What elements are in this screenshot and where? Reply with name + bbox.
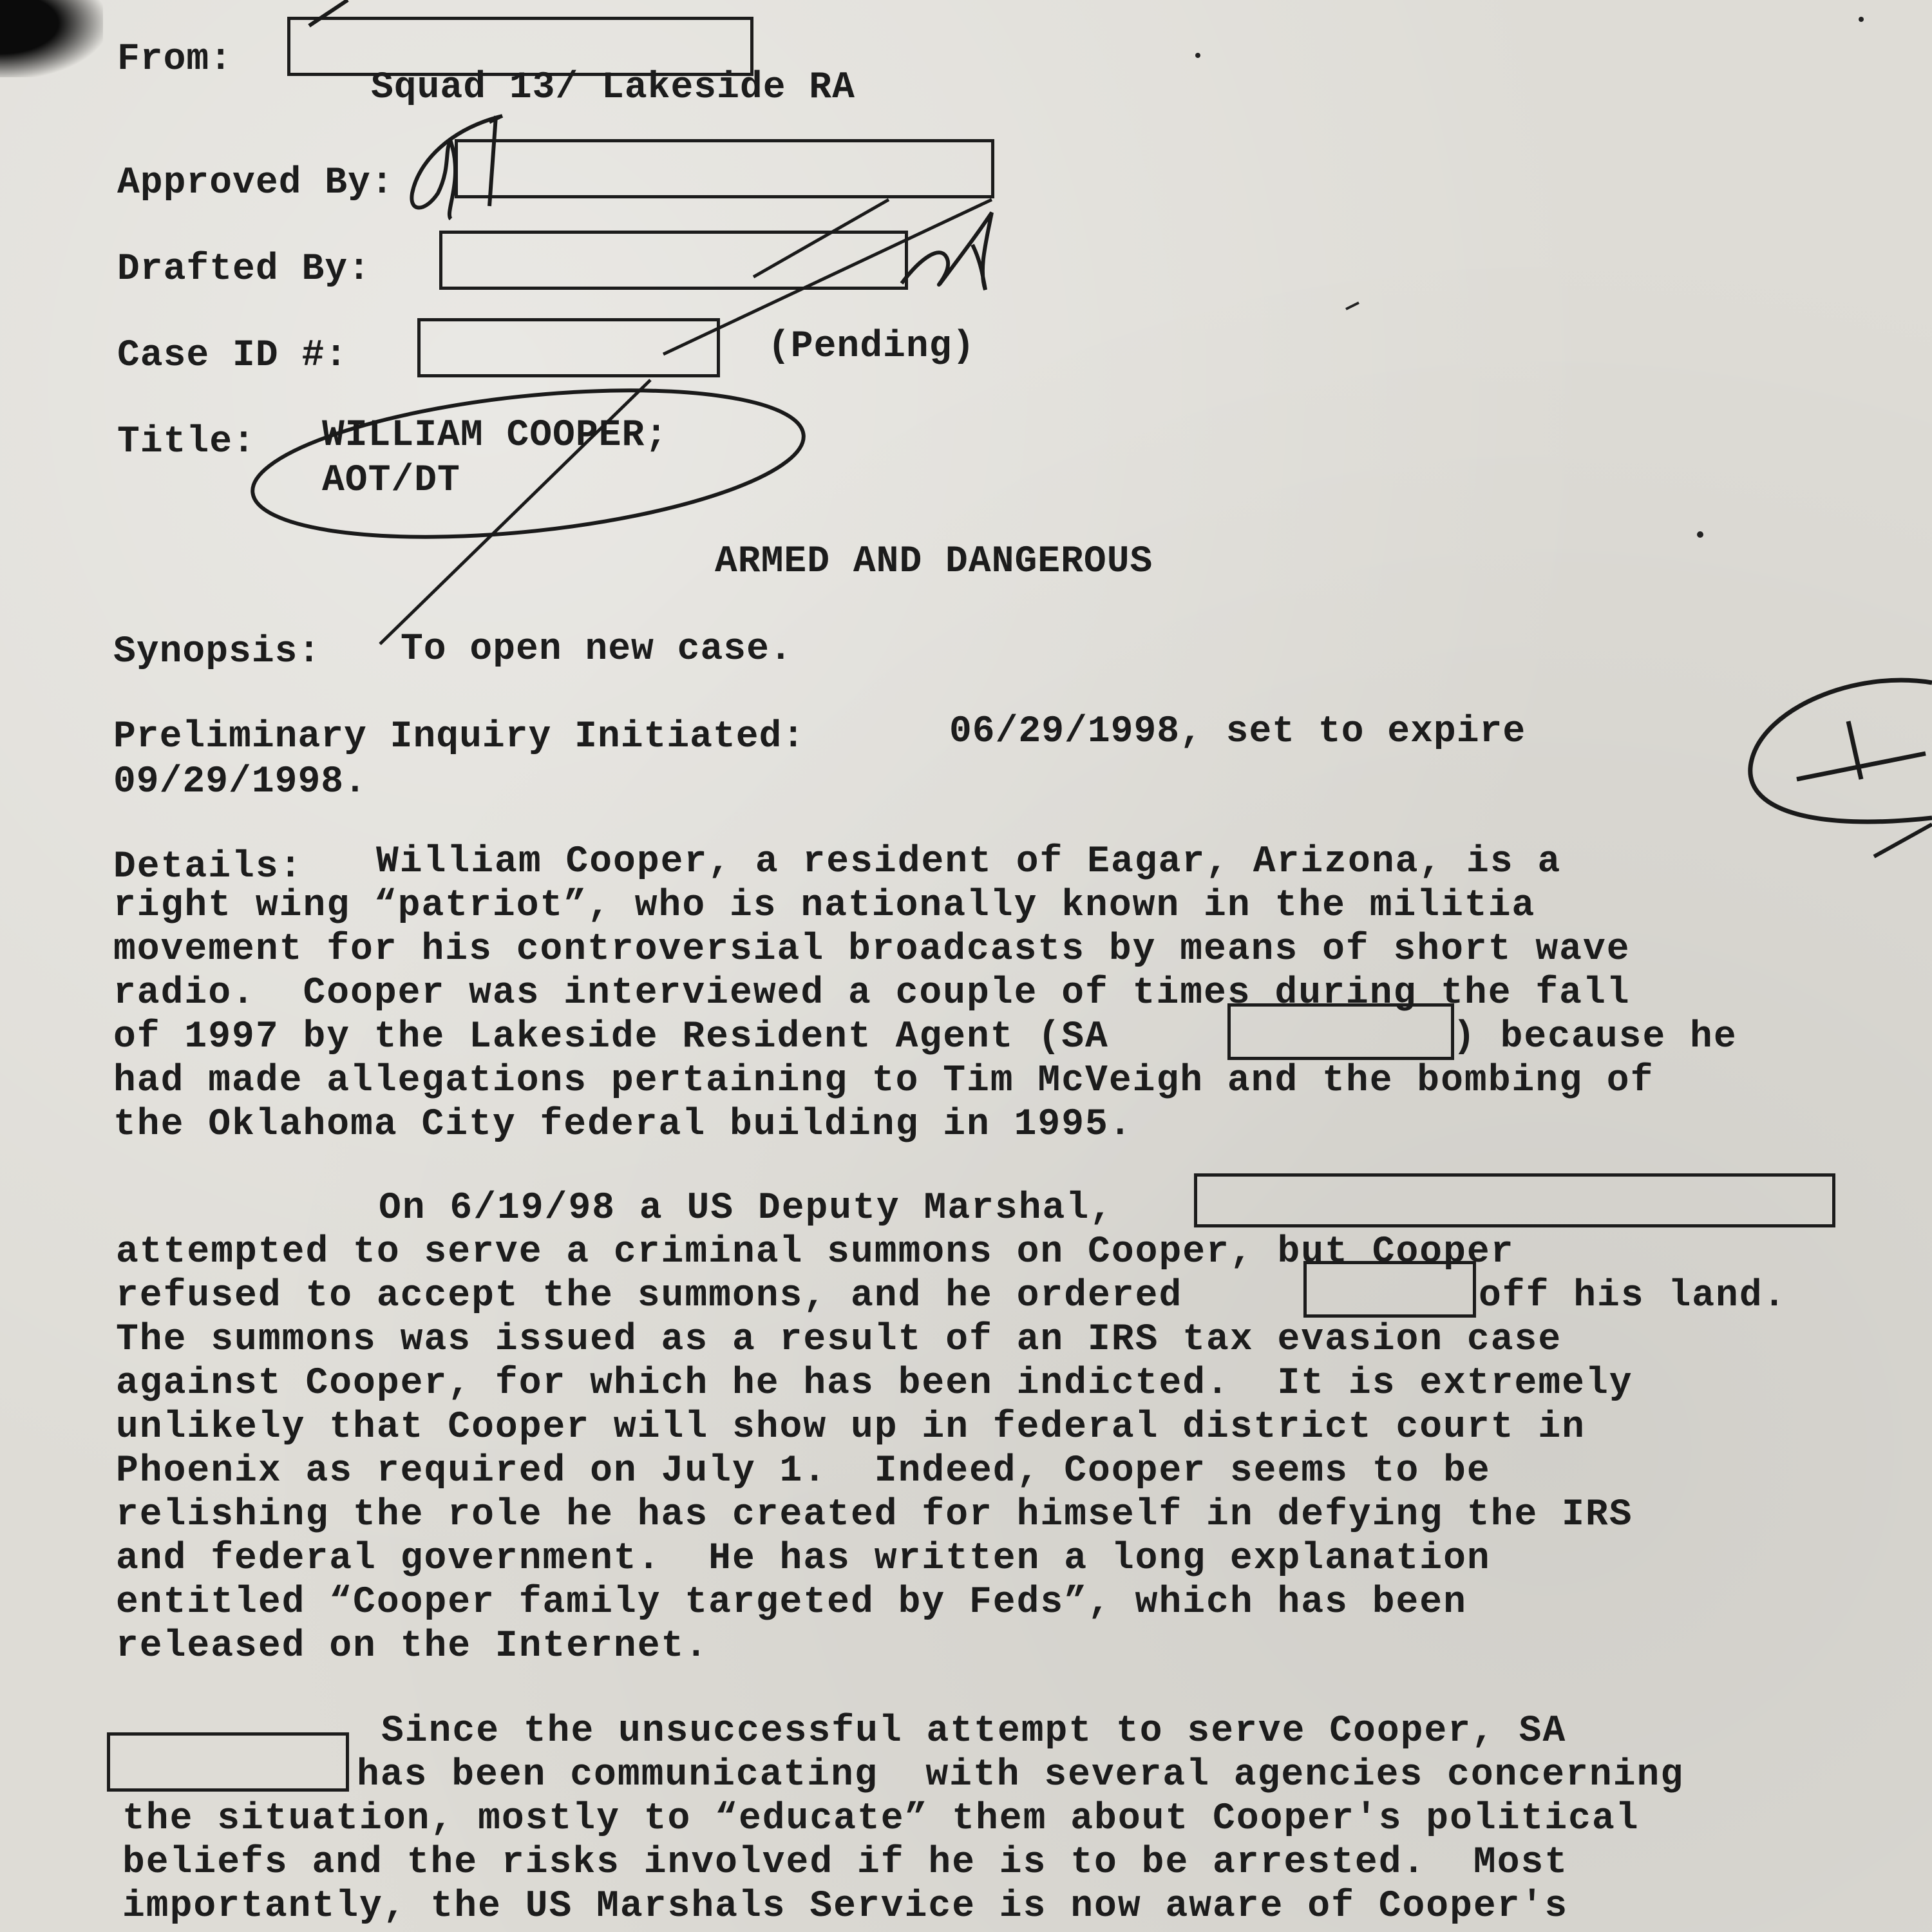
title-label: Title: — [117, 421, 256, 463]
para3-line: has been communicating with several agencies concerning — [357, 1754, 1685, 1796]
redaction-box — [107, 1732, 349, 1792]
para2-line: unlikely that Cooper will show up in federal district court in — [116, 1406, 1586, 1448]
title-line-2: AOT/DT — [322, 460, 460, 502]
details-label: Details: — [113, 846, 303, 888]
inquiry-line-2: 09/29/1998. — [113, 761, 367, 803]
details-line: ) because he — [1453, 1016, 1738, 1058]
synopsis-text: To open new case. — [401, 629, 793, 670]
redaction-box — [417, 318, 720, 377]
circled-x-mark — [1797, 721, 1926, 779]
para2-line: entitled “Cooper family targeted by Feds”, which has been — [116, 1582, 1467, 1624]
redaction-box — [1227, 1003, 1454, 1060]
redaction-box — [455, 139, 994, 198]
para2-line: attempted to serve a criminal summons on Cooper, but Cooper — [116, 1231, 1515, 1273]
para2-line: off his land. — [1479, 1275, 1787, 1317]
redaction-box — [1194, 1173, 1835, 1227]
approved-by-label: Approved By: — [117, 162, 394, 204]
details-line: of 1997 by the Lakeside Resident Agent (SA — [113, 1016, 1109, 1058]
details-line: movement for his controversial broadcasts by means of short wave — [113, 929, 1631, 971]
para2-line: and federal government. He has written a long explanation — [116, 1538, 1491, 1580]
details-line: right wing “patriot”, who is nationally known in the militia — [113, 885, 1536, 927]
para3-line: importantly, the US Marshals Service is now aware of Cooper's — [122, 1886, 1569, 1927]
redaction-box — [1303, 1261, 1476, 1318]
para2-line: On 6/19/98 a US Deputy Marshal, — [379, 1188, 1113, 1229]
circled-x-mark — [1750, 680, 1932, 822]
para2-line: against Cooper, for which he has been indicted. It is extremely — [116, 1363, 1633, 1405]
synopsis-label: Synopsis: — [113, 631, 321, 673]
para2-line: The summons was issued as a result of an IRS tax evasion case — [116, 1319, 1562, 1361]
drafted-by-label: Drafted By: — [117, 249, 371, 290]
details-line: radio. Cooper was interviewed a couple of times during the fall — [113, 972, 1631, 1014]
from-label: From: — [117, 39, 233, 80]
pen-stroke — [1874, 824, 1932, 857]
from-unit: Squad 13/ Lakeside RA — [371, 67, 855, 109]
para3-line: the situation, mostly to “educate” them about Cooper's political — [122, 1798, 1640, 1840]
para3-line: Since the unsuccessful attempt to serve Cooper, SA — [381, 1710, 1567, 1752]
title-line-1: WILLIAM COOPER; — [322, 415, 668, 457]
inquiry-line-1: 06/29/1998, set to expire — [949, 711, 1526, 753]
details-line: had made allegations pertaining to Tim McVeigh and the bombing of — [113, 1060, 1654, 1102]
details-line: William Cooper, a resident of Eagar, Arizona, is a — [376, 841, 1562, 883]
handwritten-signature — [902, 213, 992, 290]
para2-line: relishing the role he has created for himself in defying the IRS — [116, 1494, 1633, 1536]
para2-line: refused to accept the summons, and he ordered — [116, 1275, 1183, 1317]
binder-clip-shadow — [0, 0, 103, 77]
case-id-label: Case ID #: — [117, 335, 348, 377]
redaction-box — [439, 231, 908, 290]
armed-and-dangerous-banner: ARMED AND DANGEROUS — [715, 541, 1153, 583]
para2-line: released on the Internet. — [116, 1625, 709, 1667]
inquiry-label: Preliminary Inquiry Initiated: — [113, 716, 806, 758]
details-line: the Oklahoma City federal building in 1995. — [113, 1104, 1133, 1146]
para3-line: beliefs and the risks involved if he is to be arrested. Most — [122, 1842, 1569, 1884]
case-status: (Pending) — [768, 326, 976, 368]
pen-stroke — [489, 116, 502, 122]
para2-line: Phoenix as required on July 1. Indeed, Cooper seems to be — [116, 1450, 1491, 1492]
